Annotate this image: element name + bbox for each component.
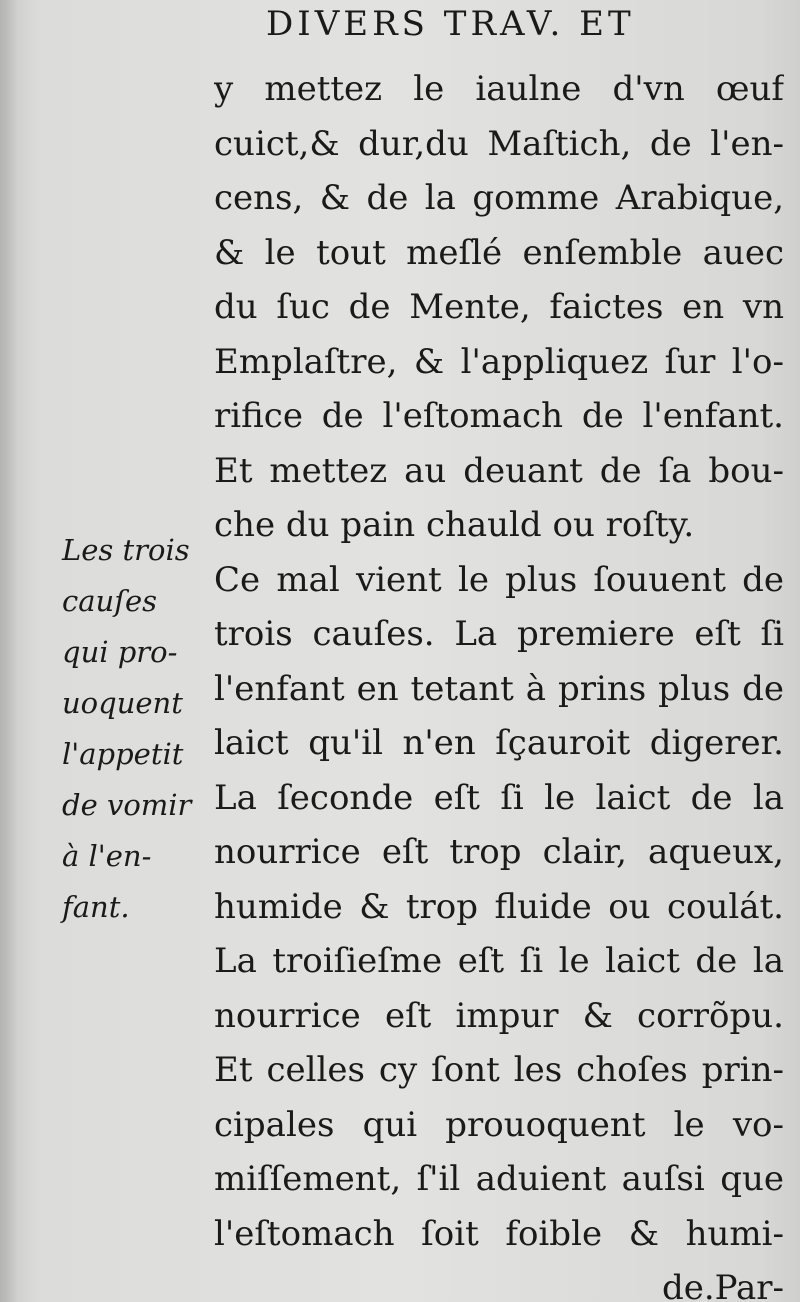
text-line: Ce mal vient le plus ſouuent de — [214, 559, 784, 600]
catchword-line: de.Par- — [661, 1268, 784, 1302]
text-line: Et celles cy ſont les choſes prin- — [214, 1050, 784, 1090]
margin-note-line: cauſes — [62, 584, 157, 618]
text-line: La troiſieſme eſt ſi le laict de la — [214, 941, 784, 981]
page-gutter-shadow — [0, 0, 18, 1302]
text-line: miſſement, ſ'il aduient auſsi que — [214, 1159, 784, 1199]
text-line: du ſuc de Mente, faictes en vn — [214, 287, 784, 327]
text-line: y mettez le iaulne d'vn œuf — [214, 69, 784, 109]
text-line: cens, & de la gomme Arabique, — [214, 178, 784, 218]
text-line: che du pain chauld ou roſty. — [214, 505, 695, 545]
margin-note-line: fant. — [62, 890, 130, 924]
text-line: l'eſtomach ſoit foible & humi- — [214, 1213, 784, 1254]
text-line: Emplaſtre, & l'appliquez ſur l'o- — [214, 341, 784, 382]
margin-note-line: Les trois — [62, 533, 190, 567]
text-line: trois cauſes. La premiere eſt ſi — [214, 614, 784, 654]
text-line: Et mettez au deuant de ſa bou- — [214, 450, 784, 491]
text-line: & le tout meſlé enſemble auec — [214, 232, 784, 273]
text-line: humide & trop fluide ou coulát. — [214, 886, 784, 927]
text-line: l'enfant en tetant à prins plus de — [214, 668, 784, 709]
running-head: DIVERS TRAV. ET — [266, 4, 635, 44]
text-line: nourrice eſt impur & corrõpu. — [214, 995, 784, 1036]
text-line: nourrice eſt trop clair, aqueux, — [214, 832, 784, 872]
margin-note-line: uoquent — [62, 686, 183, 720]
text-line: rifice de l'eſtomach de l'enfant. — [214, 396, 784, 436]
margin-note-line: l'appetit — [62, 737, 184, 771]
text-line: cipales qui prouoquent le vo- — [214, 1104, 784, 1145]
marginal-note — [62, 525, 212, 933]
margin-note-line: à l'en- — [62, 839, 152, 873]
text-line: cuict,& dur,du Maſtich, de l'en- — [214, 123, 784, 164]
margin-note-line: de vomir — [62, 788, 192, 822]
main-text-block — [214, 62, 784, 1302]
text-line: La ſeconde eſt ſi le laict de la — [214, 777, 784, 818]
text-line: laict qu'il n'en ſçauroit digerer. — [214, 723, 784, 763]
margin-note-line: qui pro- — [62, 635, 178, 669]
